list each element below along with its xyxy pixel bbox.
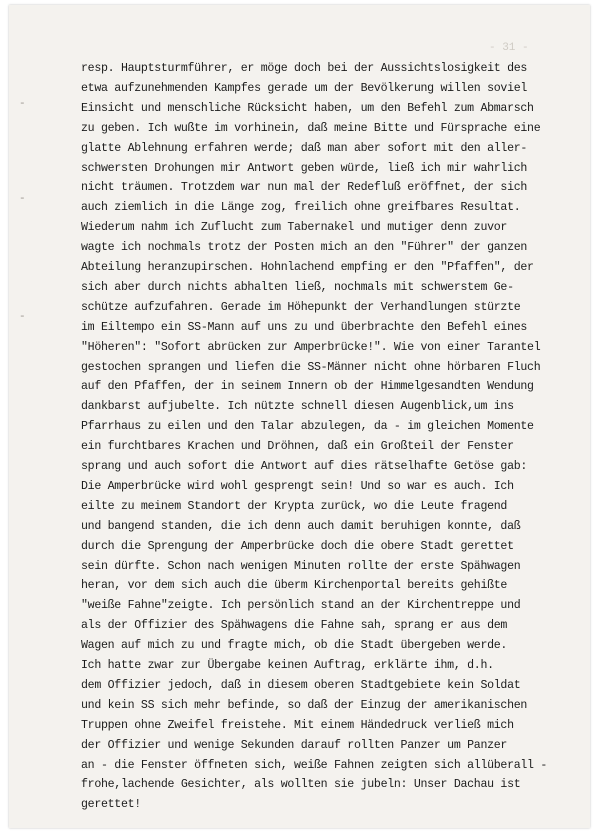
text-line: der Offizier und wenige Sekunden darauf rollten Panzer um Panzer [81,738,508,752]
text-line: nicht träumen. Trotzdem war nun mal der Redefluß eröffnet, der sich [81,181,528,195]
text-line: dem Offizier jedoch, daß in diesem oberen Stadtgebiete kein Soldat [81,678,521,692]
text-line: an - die Fenster öffneten sich, weiße Fahnen zeigten sich allüberall - [81,758,548,772]
text-line: Truppen ohne Zweifel freistehe. Mit einem Händedruck verließ mich [81,718,514,732]
text-line: Wagen auf mich zu und fragte mich, ob die Stadt übergeben werde. [81,639,508,653]
text-line: gestochen sprangen und liefen die SS-Männer nicht ohne hörbaren Fluch [81,360,541,374]
text-line: durch die Sprengung der Amperbrücke doch die obere Stadt gerettet [81,539,514,553]
text-line: zu geben. Ich wußte im vorhinein, daß meine Bitte und Fürsprache eine [81,121,541,135]
text-line: und bangend standen, die ich denn auch damit beruhigen konnte, daß [81,519,521,533]
text-line: und kein SS sich mehr befinde, so daß der Einzug der amerikanischen [81,698,528,712]
text-line: frohe,lachende Gesichter, als wollten sie jubeln: Unser Dachau ist [81,778,521,792]
text-line: wagte ich nochmals trotz der Posten mich an den "Führer" der ganzen [81,241,528,255]
text-line: sprang und auch sofort die Antwort auf dies rätselhafte Getöse gab: [81,460,528,473]
text-line: Ich hatte zwar zur Übergabe keinen Auftrag, erklärte ihm, d.h. [81,659,494,672]
text-line: gerettet! [81,798,141,812]
text-line: eilte zu meinem Standort der Krypta zurück, wo die Leute fragend [81,499,508,513]
text-line: Wiederum nahm ich Zuflucht zum Tabernakel und mutiger denn zuvor [81,221,508,235]
text-line: schwersten Drohungen mir Antwort geben würde, ließ ich mir wahrlich [81,161,528,175]
text-line: schütze aufzufahren. Gerade im Höhepunkt der Verhandlungen stürzte [81,300,521,314]
text-line: ein furchtbares Krachen und Dröhnen, daß ein Großteil der Fenster [81,440,514,454]
text-line: dankbarst aufjubelte. Ich nützte schnell diesen Augenblick,um ins [81,400,514,414]
text-line: sich aber durch nichts abhalten ließ, nochmals mit schwerstem Ge- [81,280,514,294]
margin-dash: - [19,311,26,323]
margin-dash: - [19,193,26,205]
document-page [9,5,590,828]
text-line: heran, vor dem sich auch die überm Kirchenportal bereits gehißte [81,579,508,593]
text-line: Einsicht und menschliche Rücksicht haben, um den Befehl zum Abmarsch [81,101,534,115]
text-line: Abteilung heranzupirschen. Hohnlachend empfing er den "Pfaffen", der [81,261,534,274]
text-line: sein dürfte. Schon nach wenigen Minuten rollte der erste Spähwagen [81,559,521,573]
text-line: auch ziemlich in die Länge zog, freilich ohne greifbares Resultat. [81,201,521,215]
text-line: auf den Pfaffen, der in seinem Innern ob der Himmelgesandten Wendung [81,380,534,394]
text-line: im Eiltempo ein SS-Mann auf uns zu und überbrachte den Befehl eines [81,320,528,334]
text-line: Die Amperbrücke wird wohl gesprengt sein! Und so war es auch. Ich [81,479,514,493]
ghost-page-number: - 31 - [489,42,529,54]
text-line: Pfarrhaus zu eilen und den Talar abzulegen, da - im gleichen Momente [81,420,534,434]
margin-dash: - [19,98,26,110]
text-line: glatte Ablehnung erfahren werde; daß man aber sofort mit den aller- [81,141,528,155]
text-line: etwa aufzunehmenden Kampfes gerade um der Bevölkerung willen soviel [81,81,528,95]
text-line: "Höheren": "Sofort abrücken zur Amperbrücke!". Wie von einer Tarantel [81,340,541,354]
text-line: "weiße Fahne"zeigte. Ich persönlich stand an der Kirchentreppe und [81,599,521,613]
text-line: als der Offizier des Spähwagens die Fahne sah, sprang er aus dem [81,619,508,633]
text-line: resp. Hauptsturmführer, er möge doch bei der Aussichtslosigkeit des [81,62,528,75]
